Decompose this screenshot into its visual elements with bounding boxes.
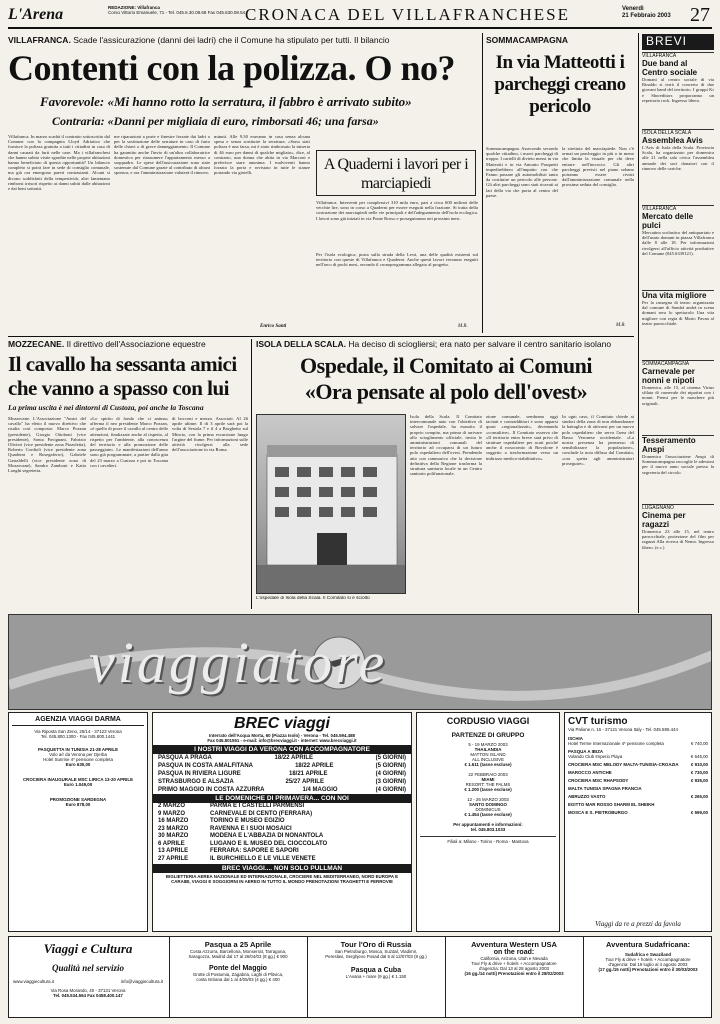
sunday-row [158, 856, 406, 864]
offer-usa [449, 940, 579, 976]
date: 21 Febbraio 2003 [622, 13, 671, 19]
cordusio-line: € 1.200 (tasse escluse) [464, 787, 512, 792]
ad-cvt [564, 712, 712, 932]
trip-name: PASQUA IN COSTA AMALFITANA [158, 763, 253, 769]
isola-headline-2: «Ora pensate al polo dell'ovest» [304, 379, 588, 404]
pasqua-line: Costa Azzurra, Barcellona, Monserrat, Tarragona, [189, 949, 287, 954]
brevi-place: VILLAFRANCA [642, 206, 677, 212]
trip-name: PASQUA IN RIVIERA LIGURE [158, 771, 241, 777]
quaderni-body-2: Per l'isola ecologica, posta sulla strada della Levà, una delle qualità esistenti sul territorio con queste di Villafranca e Quaderni. Anche questi lavori verranno eseguiti nell'arco di pochi mesi, secondo il cronoprogramma allegato al progetto. [316, 252, 478, 268]
brec-contacts: Fax 045.801551 - e-mail: info@brecviaggi.it - internet: www.brecviaggi.it [207, 738, 357, 743]
brec-section-1: I NOSTRI VIAGGI DA VERONA CON ACCOMPAGNATORE [153, 745, 411, 754]
cordusio-name: CORDUSIO VIAGGI [446, 716, 530, 726]
usa-line: (16 gg./14 notti) Prenotazioni entro il 28/02/2003 [464, 971, 564, 976]
brevi-item [642, 504, 714, 579]
cvt-item-name: EGITTO MAR ROSSO SHARM EL SHEIKH [568, 802, 655, 807]
pasqua-subtitle: Ponte del Maggio [209, 965, 267, 972]
pasqua-title: Pasqua a 25 Aprile [204, 940, 272, 949]
sunday-trip: MODENA E L'ABBAZIA DI NONANTOLA [210, 833, 324, 839]
brevi-item [642, 435, 714, 504]
cvt-item [568, 770, 708, 775]
brevi-place: ISOLA DELLA SCALA [642, 130, 692, 136]
sunday-date: 13 APRILE [158, 848, 189, 854]
brec-section-2: LE DOMENICHE DI PRIMAVERA... CON NOI [153, 794, 411, 803]
redazione-label: REDAZIONE: Villafranca [108, 5, 160, 10]
redazione-address: Corso Vittorio Emanuele, 71 - Tel. 045.6.30.08.68 Fax 045.630.08.54 [108, 10, 246, 15]
trip-name: PASQUA A PRAGA [158, 755, 212, 761]
darma-line: CROCIERA INAUGURALE MSC LIRICA 13-20 APRILE [22, 777, 134, 782]
somma-signature: M.R. [616, 323, 626, 328]
ad-brec [152, 712, 412, 932]
sunday-trip: IL BURCHIELLO E LE VILLE VENETE [210, 855, 316, 862]
cvt-items [568, 736, 708, 815]
col-divider [482, 33, 483, 333]
usa-title: Avventura Western USA [471, 940, 557, 949]
brevi-place: SOMMACAMPAGNA [642, 361, 690, 367]
viaggi-banner [8, 614, 712, 710]
brevi-text: Per la rassegna di teatro organizzata dal comune di Sandrà andrà in scena domani sera lo spettacolo Una vita migliore con regia di Mario Pavan al teatro parrocchiale. [642, 300, 714, 326]
cvt-item-name: CROCIERA MSC RHAPSODY [568, 778, 629, 783]
somma-col-2: la strettoia del marciapiede. Non c'è ormai un parcheggio in più o in meno che limita la visuale per chi deve entrare nell'incrocio. Gli altri parcheggi previsti nel piano urbano potranno essere rivisti dall'amministrazione comunale nella prossima seduta del consiglio. [562, 146, 634, 188]
cvt-item [568, 741, 708, 746]
brevi-item [642, 129, 714, 205]
mozzecane-kicker-text: Il direttivo dell'Associazione equestre [66, 339, 206, 349]
trip-dates: 18/21 APRILE [288, 771, 328, 777]
cordusio-line: € 1.611 (tasse escluse) [464, 762, 512, 767]
isola-headline-1: Ospedale, il Comitato ai Comuni [300, 353, 592, 378]
offer-pasqua [173, 940, 303, 982]
trip-name: STRASBURGO E ALSAZIA [158, 779, 234, 785]
usa-sub: on the road: [493, 949, 535, 956]
trip-dates: 18/22 APRILE [274, 755, 314, 761]
sunday-row [158, 803, 406, 811]
main-headline: Contenti con la polizza. O no? [8, 48, 456, 88]
cordusio-line: RESORT: THE PALMS [465, 782, 511, 787]
sunday-date: 27 APRILE [158, 855, 189, 862]
trip-row [158, 754, 406, 762]
cordusio-title: PARTENZE DI GRUPPO [451, 732, 525, 739]
brevi-title: Una vita migliore [642, 291, 707, 300]
sunday-row [158, 833, 406, 841]
cvt-item [568, 786, 708, 791]
trip-days: (4 GIORNI) [375, 771, 406, 777]
mozzecane-kicker [8, 339, 248, 349]
section-rule [8, 336, 634, 337]
col-divider [251, 339, 252, 609]
cvt-item-name: MOSCA E S. PIETROBURGO [568, 810, 628, 815]
cordusio-line: ALL INCLUSIVE [471, 757, 505, 762]
sunday-trip: RAVENNA E I SUOI MOSAICI [210, 825, 292, 832]
brevi-text: Domenica 23 alle 15, nel teatro parrocchiale, proiezione del film per ragazzi Alla ricerca di Nemo. Ingresso libero. (e.c.) [642, 529, 714, 550]
brevi-title: Carnevale per nonni e nipoti [642, 367, 695, 385]
trip-days: (4 GIORNI) [375, 787, 406, 793]
brec-name: BREC viaggi [233, 715, 330, 732]
hospital-photo-caption: L'ospedale di Isola della Scala. Il Comitato si è sciolto [256, 596, 370, 601]
cvt-item-price: € 910,00 [690, 762, 708, 767]
mozzecane-col-1: Mozzecane. L'Associazione "Amici del cavallo" ha eletto il nuovo direttivo che risulta così composto: Marco Pozzan (presidente), Giorgio Ottoboni (vice presidente), Sonia Pavignani, Fabrizio Olivieri (vice presidente zona Pizzoletta), Roberto Cordioli (vice presidente zona Quaderni e Rosegaferro), Gabriele Gastaldelli (vice presidente zona di Mozzecane), Sandra Zamboni e Katia Longhi segreteria. [8, 416, 86, 474]
sudafrica-title: Avventura Sudafricana: [606, 940, 690, 949]
sunday-trip: CARNEVALE DI CENTO (FERRARA) [210, 810, 313, 817]
issue-date [622, 6, 671, 20]
usa-line: d'agenzia: Dal 13 al 28 agosto 2003 [479, 966, 549, 971]
mozzecane-col-3: di bocconi e mezzo. Associati. Al 26 aprile ultime. Il di 3 aprile sarà poi la volta di Sestola 7 e il 4 a Borghetto sul Mincio, con la prima escursione lungo l'argine del fiume. Per informazioni sulle attività rivolgersi alla sede dell'associazione in via Roma. [172, 416, 248, 453]
vc-tel: Tel. 045.534.564 Fax 0458.400.147 [53, 993, 123, 998]
sunday-date: 2 MARZO [158, 803, 185, 809]
cvt-item [568, 802, 708, 807]
main-signature: Enrico Santi [260, 324, 287, 329]
sunday-date: 9 MARZO [158, 810, 185, 817]
cordusio-line: MATTON ISLAND [470, 752, 506, 757]
cvt-item-name: Volando Club Imperio Playa [568, 754, 623, 759]
sunday-trip: TORINO E MUSEO EGIZIO [210, 818, 285, 824]
hospital-photo [256, 414, 406, 594]
pasqua-line: costa Istriana dal 1 al 4/05/03 (4 gg.) € 400 [196, 977, 280, 982]
vc-name: Viaggi e Cultura [43, 941, 133, 956]
trip-dates: 1/4 MAGGIO [302, 787, 338, 793]
trip-days: (3 GIORNI) [375, 779, 406, 785]
brec-footer: BIGLIETTERIA AEREA NAZIONALE ED INTERNAZIONALE, CROCIERE NEL MEDITERRANEO, NORD EUROPA E CARAIBI, VIAGGI E SOGGIORNI IN AEREO IN TUTTO IL MONDO PRENOTAZIONI TRAGHETTI E FERROVIE [165, 874, 399, 884]
cvt-item-name: ABRUZZO VASTO [568, 794, 606, 799]
brevi-text: Domenica l'associazione Anspi di Sommacampagna raccoglie le adesioni per il nuovo anno sociale presso la segreteria del circolo. [642, 454, 714, 475]
brevi-text: Domani al centro sociale di via Rinaldo si terrà il concerto di due giovani band del territorio. I gruppi Kr e Shoreditors proporranno un repertorio rock. Ingresso libero. [642, 77, 714, 103]
cvt-item-price: € 645,00 [690, 754, 708, 759]
brec-sundays [153, 803, 411, 863]
trip-row [158, 762, 406, 770]
isola-col-2: zione comunale, sembrano oggi tacitati e contraddittori e sono apparsi quasi «regionalizzati», diventando «consultive». Il Comitato osserva che «Il territorio entro breve sarà privo di strutture ospedaliere per acuti poiché anche il nosocomio di Bovolone è soggetto a trasformazione verso un indirizzo medico-riabilitativo». [486, 414, 558, 461]
trip-dates: 25/27 APRILE [285, 779, 324, 785]
main-col-1: Villafranca. In marzo scadrà il contratto sottoscritto dal Comune con la compagnia Lloyd Adriatico che fornisce la polizza gratuita a tutti i cittadini in caso di danni causati da furti nelle case. Ma i villafranchesi che hanno subito visite sgradite nelle proprie abitazioni hanno beneficiato di questa opportunità? Un bilancio completo si potrà fare in sede di consiglio comunale, ma già ora emergono pareri contrastanti. Alcuni si dicono soddisfatti della tempestività, altri lamentano rimborsi irrisori rispetto ai danni subiti dalle abitazioni e dai beni sottratti. [8, 134, 110, 192]
cvt-item-name: Hotel Terme Internazionale 4* pensione completa [568, 741, 664, 746]
brevi-item [642, 290, 714, 360]
main-sub-favorevole: Favorevole: «Mi hanno rotto la serratura, il fabbro è arrivato subito» [40, 94, 412, 109]
cvt-item-name: PASQUA A IBIZA [568, 749, 604, 754]
darma-line: Via Riposta San Zeno, 25/14 - 37123 Verona [34, 729, 122, 734]
ad-divider [307, 937, 308, 1018]
vc-address: Via Rosa Morando, 40 - 37131 Verona [50, 988, 126, 993]
darma-line: Hotel Sunrise 4* pensione completa [43, 757, 113, 762]
brevi-label: BREVI [642, 34, 714, 50]
main-sub-contraria: Contraria: «Danni per migliaia di euro, rimborsati 46; una farsa» [52, 114, 379, 128]
cvt-name: CVT turismo [568, 716, 628, 727]
cvt-item-price: € 740,00 [690, 741, 708, 746]
darma-line: Tel. 045.800.1300 - Fax 045.800.1441 [40, 734, 116, 739]
ad-darma [8, 712, 148, 932]
brevi-place: LUGAGNANO [642, 505, 674, 511]
darma-line: PROMOZIONE SARDEGNA [49, 797, 107, 802]
somma-col-1: Sommacampagna. Assecondo secondo qualche cittadino, i nuovi parcheggi di troppo. I cartelli di divieto messi in via Matteotti e in via Antonio Pasquetti impedirebbero all'impatto con che Fanno passare gli automobilisti tanto da costituire un pericolo alle persone. Gli altri parcheggi sono stati ricavati ai lati della via che porta al centro del paese. [486, 146, 558, 198]
usa-line: California, Arizona, Utah e Nevada [480, 956, 548, 961]
header-rule [8, 27, 712, 29]
isola-col-3: In ogni caso, il Comitato chiede ai sindaci della zona di non abbandonare la battaglia e di attivarsi per un nuovo polo ospedaliero che serva l'area del Basso Veronese occidentale. «La nostra presenza ha permesso di sensibilizzare la popolazione», conclude la nota diffusa dal Comitato, «ora spetta agli amministratori proseguire». [562, 414, 634, 466]
cvt-item-name: ISCHIA [568, 736, 583, 741]
main-col-3: minuti. Alle 9,30 eravamo in casa senza alcuna spesa e senza sostituire la serratura. «Sono stati polizza è una farsa, mi è stato rimborsato la miseria di 46 euro per danni di qualche migliaio», dice, al contrario, una donna che abita in via Marconi e preferisce stare anonima. I malviventi hanno forzato la porta e rovistato in tutte le stanze portando via gioielli. [214, 134, 310, 176]
vc-slogan: Qualità nel servizio [51, 963, 124, 973]
banner-brand: viaggiatore [89, 630, 388, 695]
brec-section-3: BREC VIAGGI.... NON SOLO PULLMAN [153, 864, 411, 873]
brevi-list [642, 52, 714, 612]
quaderni-signature: M.R. [458, 324, 468, 329]
usa-line: Tour Fly & drive + hotels + Accompagnatore [471, 961, 557, 966]
main-kicker-text: Scade l'assicurazione (danni dei ladri) che il Comune ha stipulato per tutti. Il bilancio [73, 35, 390, 45]
isola-kicker [256, 339, 636, 349]
sudafrica-line: Sudafrica e Swaziland [624, 952, 672, 957]
sudafrica-line: Tour Fly & drive + hotels + Accompagnatore [605, 957, 691, 962]
mozzecane-kicker-place: MOZZECANE. [8, 339, 65, 349]
trip-days: (5 GIORNI) [375, 755, 406, 761]
sunday-row [158, 818, 406, 826]
trip-row [158, 778, 406, 786]
brec-address: Interrato dell'Acqua Morta, 60 (Piazza Isolo) - Verona - Tel. 045.594.488 [209, 733, 355, 738]
brevi-title: Due band al Centro sociale [642, 59, 698, 77]
brevi-title: Assemblea Avis [642, 136, 703, 145]
brevi-title: Tesseramento Anspi [642, 436, 696, 454]
sunday-trip: PARMA E I CASTELLI PARMENSI [210, 803, 305, 809]
cvt-item-price: € 730,00 [690, 770, 708, 775]
sudafrica-line: (17 gg./15 notti) Prenotazioni entro il 30/03/2003 [598, 967, 698, 972]
cvt-item [568, 778, 708, 783]
cordusio-line: THAILANDIA [474, 747, 502, 752]
cvt-item [568, 754, 708, 759]
hospital-image [257, 415, 406, 594]
cvt-address: Via Palione n. 16 - 37121 Verona Italy - Tel. 045.595.444 [568, 727, 678, 732]
ad-cordusio [416, 712, 560, 932]
ad-viaggi-cultura [8, 936, 712, 1018]
sunday-trip: LUGANO E IL MUSEO DEL CIOCCOLATO [210, 840, 328, 847]
sunday-trip: FERRARA: SAPORE E SAPORI [210, 848, 299, 854]
mozzecane-headline: Il cavallo ha sessanta amici che vanno a spasso con lui [8, 352, 237, 400]
darma-name: AGENZIA VIAGGI DARMA [12, 716, 144, 726]
brevi-text: L'Avis di Isola della Scala. Provincia Scala, ha organizzato per domenica alle 21 nella sala civica l'assemblea annuale dei soci donatori con il rinnovo delle cariche. [642, 145, 714, 171]
paper-logo: L'Arena [8, 6, 64, 23]
cvt-item-name: CROCIERA MSC MELODY MALTA-TUNISIA-CROAZIA [568, 762, 679, 767]
isola-kicker-place: ISOLA DELLA SCALA. [256, 339, 347, 349]
mozzecane-sub: La prima uscita è nei dintorni di Custoza, poi anche la Toscana [8, 403, 204, 412]
cvt-item-name: MAROCCO ANTICHE [568, 770, 612, 775]
trip-row [158, 770, 406, 778]
cvt-item [568, 794, 708, 799]
weekday: Venerdì [622, 6, 644, 12]
darma-line: PASQUETTA IN TUNISIA 21-28 APRILE [37, 747, 119, 752]
cvt-item-name: MALTA TUNISIA SPAGNA FRANCIA [568, 786, 642, 791]
darma-line: Euro 878,00 [65, 802, 91, 807]
sunday-date: 6 APRILE [158, 840, 185, 847]
brevi-divider [638, 33, 639, 613]
trip-name: PRIMO MAGGIO IN COSTA AZZURRA [158, 787, 265, 793]
sunday-date: 23 MARZO [158, 825, 189, 832]
main-col-2: me riparazioni a porte e finestre forzate dai ladri o per la sostituzione delle serrature in caso di furto delle chiavi o di grave danneggiamento. Il Comune ha garantito anche l'invio di un'altra collaboratrice domestica per riassumere l'appartamento messo a soqquadro. Le spese dell'assicurazione sono state sostenute dal Comune grazie al contributo di alcuni sponsor, e ora l'amministrazione valuterà il rinnovo. [114, 134, 210, 176]
somma-kicker: SOMMACAMPAGNA [486, 35, 569, 45]
sunday-row [158, 848, 406, 856]
darma-line: Euro 1.049,00 [63, 782, 93, 787]
cordusio-line: DOMINICUS [475, 807, 501, 812]
brevi-text: Mercatino scolastico del antiquariato e dell'usato domani in piazza Villafranca dalle 8 alle 18. Per informazioni rivolgersi all'ufficio attività produttive del Comune (045.6339121). [642, 230, 714, 256]
vc-web[interactable]: www.viaggiecultura.it [13, 979, 54, 984]
brevi-title: Cinema per ragazzi [642, 511, 686, 529]
page-number: 27 [690, 4, 710, 26]
vc-mail[interactable]: info@viaggiecultura.it [120, 979, 163, 984]
brevi-title: Mercato delle pulci [642, 212, 694, 230]
isola-col-1: Isola della Scala. Il Comitato intercomunale nato con l'obiettivo di salvare l'ospedale, ha esaurito il proprio compito, ma prima di arrivare allo scioglimento ufficiale, invita le amministrazioni comunali del territorio ad occuparsi di un futuro polo ospedaliero dell'ovest. Prendendo atto con rammarico che la decisione definitiva della Regione trasforma la struttura sanitaria locale in un Centro sanitario polifunzionale. [410, 414, 482, 477]
offer-russia [311, 940, 441, 979]
quaderni-body: Villafranca. Interventi per complessivi 310 mila euro, pari a circa 600 milioni delle vecchie lire, sono in corso a Quaderni per essere eseguiti nella frazione. Si tratta della costruzione dei marciapiedi nelle vie principali e dell'adeguamento dell'isola ecologica. I lavori sono già iniziati in via Ponte Rosso e proseguiranno nei prossimi mesi. [316, 200, 478, 221]
trip-days: (5 GIORNI) [375, 763, 406, 769]
ad-divider [445, 937, 446, 1018]
cordusio-line: 22 FEBBRAIO 2003 [468, 772, 508, 777]
sunday-row [158, 811, 406, 819]
ad-divider [583, 937, 584, 1018]
cordusio-line: 5 - 19 MARZO 2003 [468, 742, 508, 747]
brevi-item [642, 205, 714, 290]
quaderni-headline-box [316, 150, 476, 196]
trip-dates: 18/22 APRILE [295, 763, 334, 769]
brevi-text: Domenica, alle 15, al cinema Virtus sfilata di carnevale dei nipotini con i nonni. Premi per le maschere più originali. [642, 385, 714, 406]
sunday-row [158, 841, 406, 849]
cordusio-line: € 1.454 (tasse escluse) [464, 812, 512, 817]
isola-kicker-text: Ha deciso di sciogliersi; era nato per salvare il centro sanitario isolano [348, 339, 612, 349]
darma-line: Euro 630,00 [65, 762, 91, 767]
russia-line: L'Avana + mare (9 gg.) € 1.150 [345, 974, 407, 979]
somma-headline: In via Matteotti i parcheggi creano pericolo [494, 52, 626, 117]
cvt-footer: Viaggi da re a prezzi da favola [595, 920, 681, 928]
quaderni-headline: A Quaderni i lavori per i marciapiedi [323, 156, 469, 192]
cordusio-line: Filiali a: Milano - Torino - Roma - Mantova [420, 836, 556, 844]
section-title: CRONACA DEL VILLAFRANCHESE [245, 5, 570, 24]
cordusio-line: SANTO DOMINGO [469, 802, 507, 807]
cvt-item-price: € 599,00 [690, 810, 708, 815]
brevi-place: VILLAFRANCA [642, 53, 677, 59]
russia-subtitle: Pasqua a Cuba [350, 967, 402, 974]
pasqua-line: Grotte di Postumia, Zagabria, Laghi di Plitvica, [192, 972, 284, 977]
pasqua-line: Saragozza, Madrid dal 17 al 26/04/03 (8 gg.) € 900 [188, 954, 288, 959]
mozzecane-col-2: «Lo spirito di fondo che ci anima» afferma il neo presidente Marco Pozzan, «è quello di porre il cavallo al centro delle attenzioni, finalizzate anche al rispetto, al rispetto per l'ambiente, alla conoscenza del territorio e alla promozione delle passeggiate». Le manifestazioni dell'anno sono già programmate, a partire dalla gita del 23 marzo a Custoza e poi in Toscana con i cavalieri. [90, 416, 168, 468]
sunday-row [158, 826, 406, 834]
sudafrica-line: d'agenzia: Dal 19 luglio al 4 agosto 2003 [608, 962, 688, 967]
main-kicker-place: VILLAFRANCA. [8, 35, 71, 45]
main-kicker [8, 35, 478, 45]
cvt-item-price: € 935,00 [690, 778, 708, 783]
cordusio-line: MIAMI [481, 777, 495, 782]
sunday-date: 30 MARZO [158, 833, 189, 839]
cordusio-line: tel. 045.803.1033 [470, 827, 506, 832]
cvt-item-price: € 265,00 [690, 794, 708, 799]
ad-divider [169, 937, 170, 1018]
redazione-info [108, 5, 245, 15]
brevi-item [642, 52, 714, 129]
russia-line: Pereslavi, Serghjevo Posad dal 5 al 12/07/03 (8 gg.) [325, 954, 427, 959]
russia-line: San Pietroburgo, Mosca, Suzdal, Vladimir, [334, 949, 418, 954]
russia-title: Tour l'Oro di Russia [340, 940, 412, 949]
darma-line: Volo a/r da Verona per Djerba [49, 752, 107, 757]
cordusio-line: 12 - 26 MARZO 2003 [467, 797, 509, 802]
trip-row [158, 786, 406, 794]
offer-sudafrica [587, 940, 709, 972]
vc-brand [13, 941, 163, 998]
brec-trips [153, 754, 411, 794]
vc-links [13, 979, 163, 984]
cvt-item [568, 810, 708, 815]
brevi-item [642, 360, 714, 435]
cordusio-line: Per appuntamenti e informazioni: [453, 822, 523, 827]
cvt-item [568, 762, 708, 767]
sunday-date: 16 MARZO [158, 818, 189, 824]
